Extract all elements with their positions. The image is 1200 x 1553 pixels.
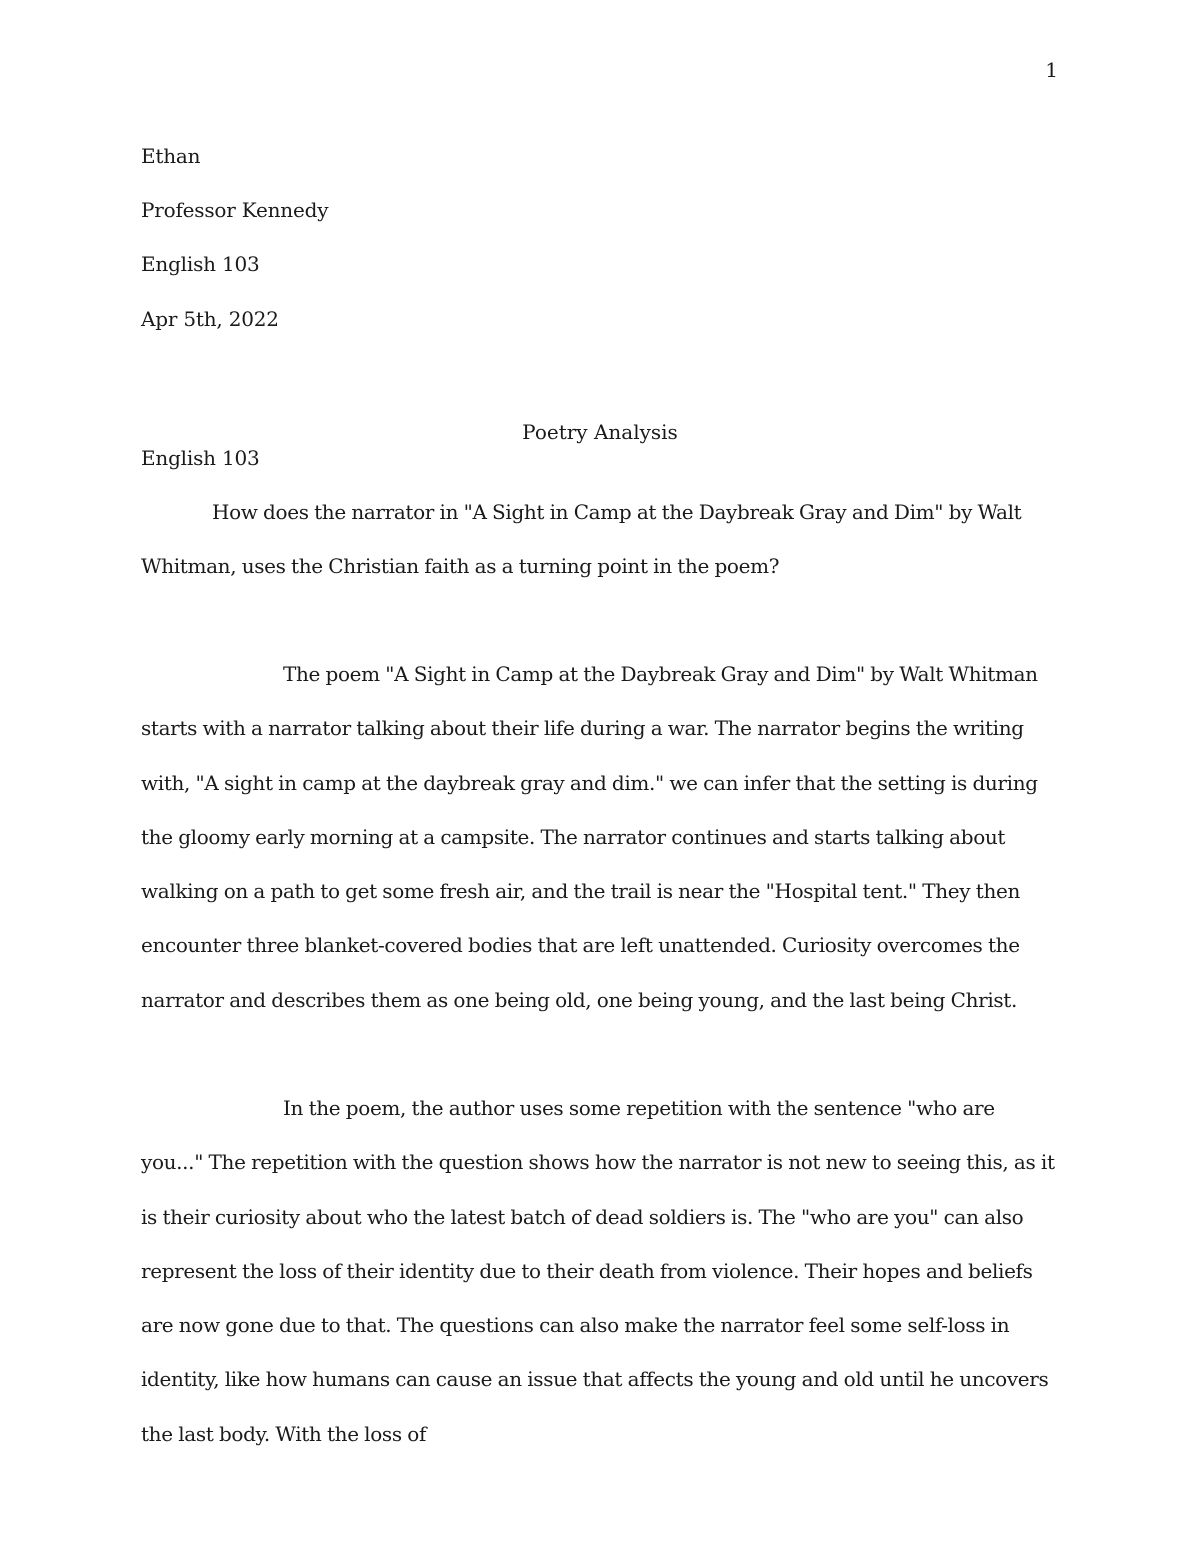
page-title: Poetry Analysis: [522, 420, 678, 444]
course-name: English 103: [141, 252, 260, 276]
research-question: How does the narrator in "A Sight in Camp at the Daybreak Gray and Dim" by Walt Whitman, uses the Christian faith as a turning point in the poem?: [141, 500, 1022, 579]
paragraph-1: The poem "A Sight in Camp at the Daybreak Gray and Dim" by Walt Whitman starts with a narrator talking about their life during a war. The narrator begins the writing with, "A sight in camp at the daybreak gray and dim." we can infer that the setting is during the gloomy early morning at a campsite. The narrator continues and starts talking about walking on a path to get some fresh air, and the trail is near the "Hospital tent." They then encounter three blanket-covered bodies that are left unattended. Curiosity overcomes the narrator and describes them as one being old, one being young, and the last being Christ.: [141, 662, 1038, 1012]
paragraph-2: In the poem, the author uses some repetition with the sentence "who are you..." The repetition with the question shows how the narrator is not new to seeing this, as it is their curiosity about who the latest batch of dead soldiers is. The "who are you" can also represent the loss of their identity due to their death from violence. Their hopes and beliefs are now gone due to that. The questions can also make the narrator feel some self-loss in identity, like how humans can cause an issue that affects the young and old until he uncovers the last body. With the loss of: [141, 1096, 1055, 1446]
student-name: Ethan: [141, 144, 201, 168]
subheading: English 103: [141, 446, 260, 470]
date: Apr 5th, 2022: [141, 307, 279, 331]
professor-name: Professor Kennedy: [141, 198, 329, 222]
page-number: 1: [1045, 58, 1058, 82]
